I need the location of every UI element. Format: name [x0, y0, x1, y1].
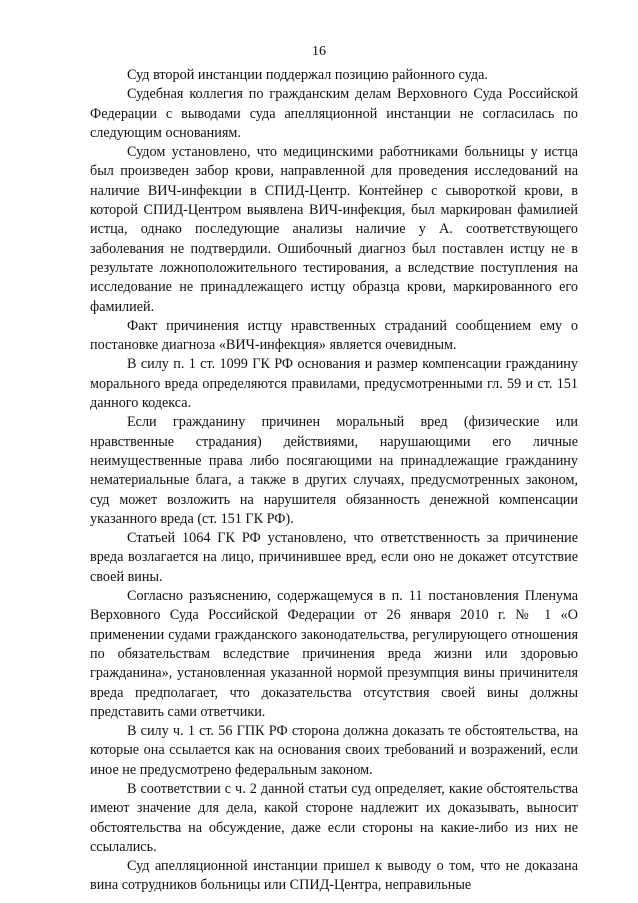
paragraph: Согласно разъяснению, содержащемуся в п. 11 постановления Пленума Верховного Суда Российской Федерации от 26 января 2010 г. № 1 «О применении судами гражданского законодательства, регулирующего отношения по обязательствам вследствие причинения вреда жизни или здоровью гражданина», установленная указанной нормой презумпция вины причинителя вреда предполагает, что доказательства отсутствия своей вины должны представить сами ответчики. [90, 588, 578, 720]
paragraph: Судом установлено, что медицинскими работниками больницы у истца был произведен забор крови, направленной для проведения исследований на наличие ВИЧ-инфекции в СПИД-Центр. Контейнер с сывороткой крови, в которой СПИД-Центром выявлена ВИЧ-инфекция, был маркирован фамилией истца, однако последующие анализы наличие у А. соответствующего заболевания не подтвердили. Ошибочный диагноз был поставлен истцу не в результате ложноположительного тестирования, а вследствие поступления на исследование не принадлежащего истцу образца крови, маркированного его фамилией. [90, 144, 578, 315]
paragraph: В соответствии с ч. 2 данной статьи суд определяет, какие обстоятельства имеют значение для дела, какой стороне надлежит их доказывать, выносит обстоятельства на обсуждение, даже если стороны на какие-либо из них не ссылались. [90, 780, 578, 855]
paragraph: Суд апелляционной инстанции пришел к выводу о том, что не доказана вина сотрудников больницы или СПИД-Центра, неправильные [90, 858, 578, 894]
paragraph: Если гражданину причинен моральный вред (физические или нравственные страдания) действиями, нарушающими его личные неимущественные права либо посягающими на принадлежащие гражданину нематериальные блага, а также в других случаях, предусмотренных законом, суд может возложить на нарушителя обязанность денежной компенсации указанного вреда (ст. 151 ГК РФ). [90, 414, 578, 527]
paragraph: Факт причинения истцу нравственных страданий сообщением ему о постановке диагноза «ВИЧ-инфекция» является очевидным. [90, 317, 578, 354]
page-number: 16 [312, 44, 326, 59]
document-body [90, 66, 578, 896]
paragraph: Суд второй инстанции поддержал позицию районного суда. [127, 67, 488, 83]
paragraph: Судебная коллегия по гражданским делам Верховного Суда Российской Федерации с выводами суда апелляционной инстанции не согласилась по следующим основаниям. [90, 86, 578, 141]
paragraph: В силу п. 1 ст. 1099 ГК РФ основания и размер компенсации гражданину морального вреда определяются правилами, предусмотренными гл. 59 и ст. 151 данного кодекса. [90, 356, 578, 412]
paragraph: В силу ч. 1 ст. 56 ГПК РФ сторона должна доказать те обстоятельства, на которые она ссылается как на основания своих требований и возражений, если иное не предусмотрено федеральным законом. [90, 723, 578, 778]
paragraph: Статьей 1064 ГК РФ установлено, что ответственность за причинение вреда возлагается на лицо, причинившее вред, если оно не докажет отсутствие своей вины. [90, 530, 578, 585]
